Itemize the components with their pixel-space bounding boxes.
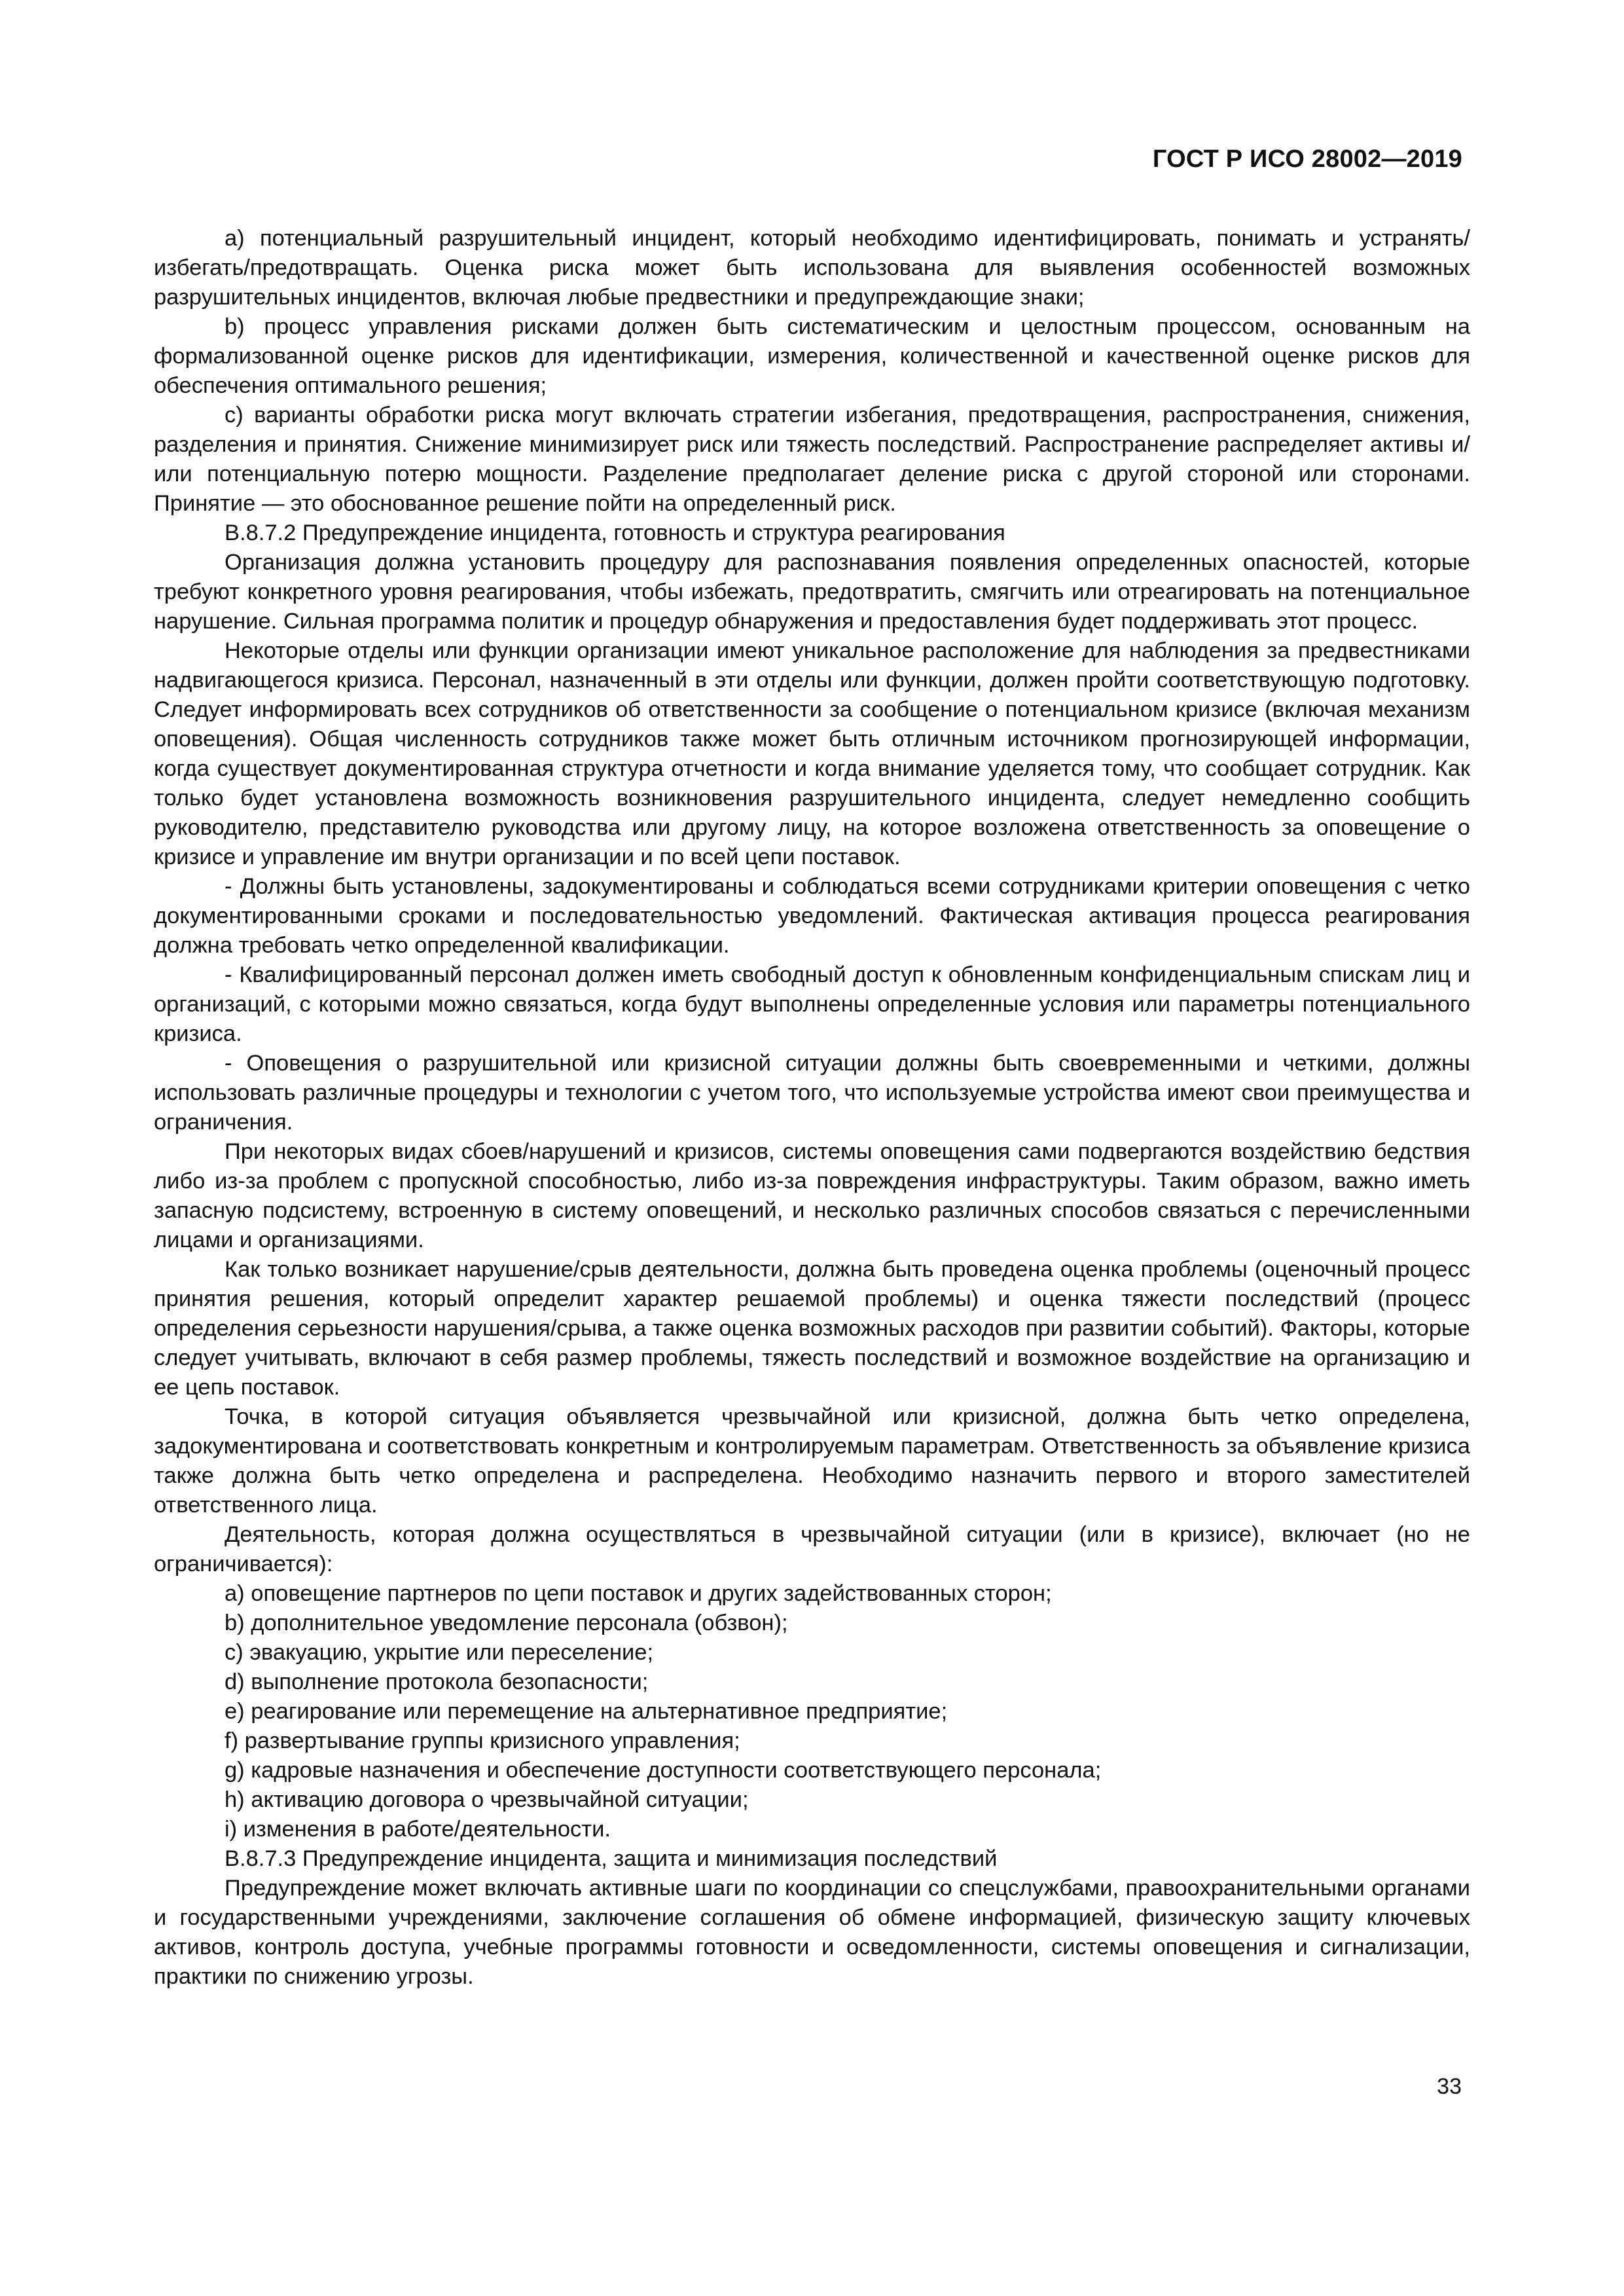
activity-item-f: f) развертывание группы кризисного управления; [225, 1728, 740, 1753]
activity-item-c: с) эвакуацию, укрытие или переселение; [225, 1640, 654, 1665]
paragraph: Организация должна установить процедуру для распознавания появления определенных опасностей, которые требуют конкретного уровня реагирования, чтобы избежать, предотвратить, смягчить или отреагировать на потенциальное нарушение. Сильная программа политик и процедур обнаружения и предоставления будет поддерживать этот процесс. [154, 550, 1470, 634]
list-item-c: с) варианты обработки риска могут включать стратегии избегания, предотвращения, распространения, снижения, разделения и принятия. Снижение минимизирует риск или тяжесть последствий. Распространение распределяет активы и/или потенциальную потерю мощности. Разделение предполагает деление риска с другой стороной или сторонами. Принятие — это обоснованное решение пойти на определенный риск. [154, 403, 1470, 516]
activity-item-e: е) реагирование или перемещение на альтернативное предприятие; [225, 1699, 948, 1724]
activity-item-d: d) выполнение протокола безопасности; [225, 1669, 649, 1694]
dash-item: - Оповещения о разрушительной или кризисной ситуации должны быть своевременными и четкими, должны использовать различные процедуры и технологии с учетом того, что используемые устройства имеют свои преимущества и ограничения. [154, 1051, 1470, 1135]
list-item-b: b) процесс управления рисками должен быть систематическим и целостным процессом, основанным на формализованной оценке рисков для идентификации, измерения, количественной и качественной оценке рисков для обеспечения оптимального решения; [154, 314, 1470, 398]
activity-item-a: а) оповещение партнеров по цепи поставок и других задействованных сторон; [225, 1581, 1052, 1606]
dash-item: - Должны быть установлены, задокументированы и соблюдаться всеми сотрудниками критерии оповещения с четко документированными сроками и последовательностью уведомлений. Фактическая активация процесса реагирования должна требовать четко определенной квалификации. [154, 874, 1470, 958]
activity-item-g: g) кадровые назначения и обеспечение доступности соответствующего персонала; [225, 1758, 1102, 1783]
section-heading-b873: В.8.7.3 Предупреждение инцидента, защита и минимизация последствий [225, 1846, 998, 1871]
activity-item-b: b) дополнительное уведомление персонала (обзвон); [225, 1611, 788, 1635]
paragraph: Предупреждение может включать активные шаги по координации со спецслужбами, правоохранительными органами и государственными учреждениями, заключение соглашения об обмене информацией, физическую защиту ключевых активов, контроль доступа, учебные программы готовности и осведомленности, системы оповещения и сигнализации, практики по снижению угрозы. [154, 1876, 1470, 1989]
page-number: 33 [1437, 2074, 1462, 2099]
activity-item-i: i) изменения в работе/деятельности. [225, 1817, 611, 1842]
paragraph: Как только возникает нарушение/срыв деятельности, должна быть проведена оценка проблемы (оценочный процесс принятия решения, который определит характер решаемой проблемы) и оценка тяжести последствий (процесс определения серьезности нарушения/срыва, а также оценка возможных расходов при развитии событий). Факторы, которые следует учитывать, включают в себя размер проблемы, тяжесть последствий и возможное воздействие на организацию и ее цепь поставок. [154, 1257, 1470, 1400]
section-heading-b872: В.8.7.2 Предупреждение инцидента, готовность и структура реагирования [225, 520, 1005, 545]
list-item-a: а) потенциальный разрушительный инцидент, который необходимо идентифицировать, понимать и устранять/избегать/предотвращать. Оценка риска может быть использована для выявления особенностей возможных разрушительных инцидентов, включая любые предвестники и предупреждающие знаки; [154, 226, 1470, 310]
paragraph: Некоторые отделы или функции организации имеют уникальное расположение для наблюдения за предвестниками надвигающегося кризиса. Персонал, назначенный в эти отделы или функции, должен пройти соответствующую подготовку. Следует информировать всех сотрудников об ответственности за сообщение о потенциальном кризисе (включая механизм оповещения). Общая численность сотрудников также может быть отличным источником прогнозирующей информации, когда существует документированная структура отчетности и когда внимание уделяется тому, что сообщает сотрудник. Как только будет установлена возможность возникновения разрушительного инцидента, следует немедленно сообщить руководителю, представителю руководства или другому лицу, на которое возложена ответственность за оповещение о кризисе и управление им внутри организации и по всей цепи поставок. [154, 638, 1470, 869]
dash-item: - Квалифицированный персонал должен иметь свободный доступ к обновленным конфиденциальным спискам лиц и организаций, с которыми можно связаться, когда будут выполнены определенные условия или параметры потенциального кризиса. [154, 962, 1470, 1046]
paragraph: При некоторых видах сбоев/нарушений и кризисов, системы оповещения сами подвергаются воздействию бедствия либо из-за проблем с пропускной способностью, либо из-за повреждения инфраструктуры. Таким образом, важно иметь запасную подсистему, встроенную в систему оповещений, и несколько различных способов связаться с перечисленными лицами и организациями. [154, 1139, 1470, 1252]
document-body [154, 224, 1470, 1992]
activity-item-h: h) активацию договора о чрезвычайной ситуации; [225, 1787, 749, 1812]
document-code-header: ГОСТ Р ИСО 28002—2019 [1152, 145, 1462, 173]
paragraph: Точка, в которой ситуация объявляется чрезвычайной или кризисной, должна быть четко определена, задокументирована и соответствовать конкретным и контролируемым параметрам. Ответственность за объявление кризиса также должна быть четко определена и распределена. Необходимо назначить первого и второго заместителей ответственного лица. [154, 1404, 1470, 1518]
paragraph: Деятельность, которая должна осуществляться в чрезвычайной ситуации (или в кризисе), включает (но не ограничивается): [154, 1522, 1470, 1576]
